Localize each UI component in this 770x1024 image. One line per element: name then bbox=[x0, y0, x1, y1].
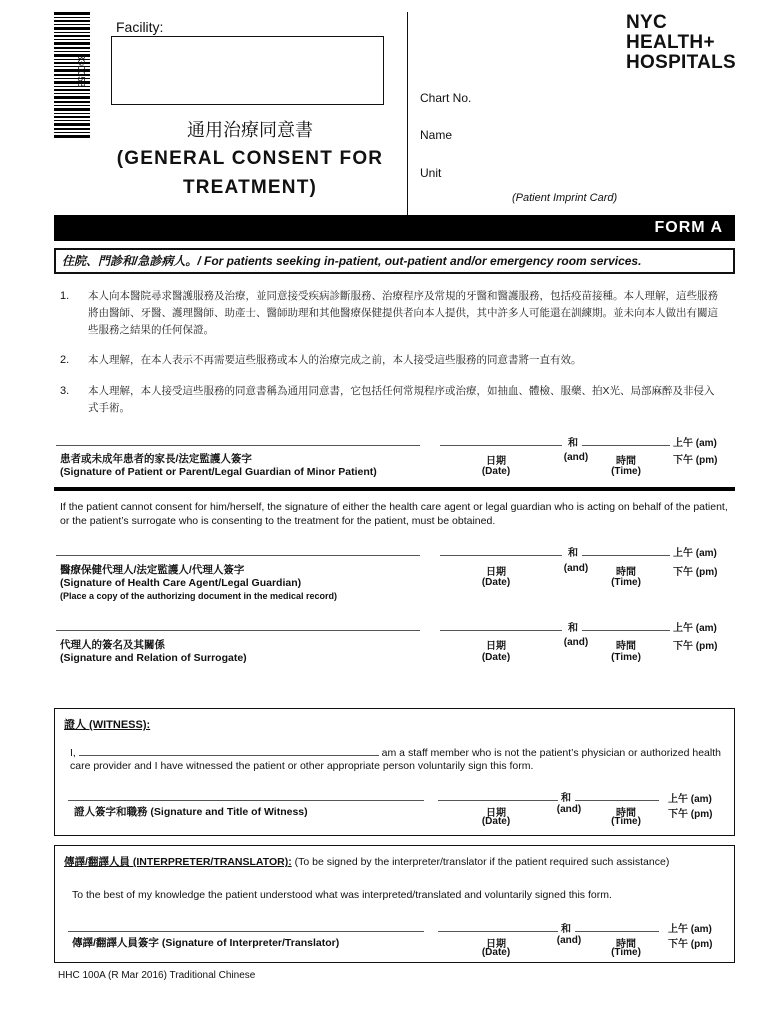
nyc-health-hospitals-logo bbox=[626, 13, 736, 73]
date-en: (Date) bbox=[481, 466, 511, 477]
item-text bbox=[88, 352, 733, 369]
and-en: (and) bbox=[556, 935, 582, 946]
patient-date-field[interactable] bbox=[440, 445, 562, 446]
facility-label: Facility: bbox=[116, 19, 164, 35]
surrogate-time-field[interactable] bbox=[582, 630, 670, 631]
interpreter-date-field[interactable] bbox=[438, 931, 558, 932]
agent-signature-label-en: (Signature of Health Care Agent/Legal Guardian) bbox=[60, 577, 302, 589]
am-label: 上午 (am) bbox=[668, 924, 712, 935]
and-en: (and) bbox=[556, 804, 582, 815]
witness-text-start: I, bbox=[70, 747, 79, 759]
title-chinese: 通用治療同意書 bbox=[187, 120, 313, 140]
witness-text-end: am a staff member who is not the patient’s physician or authorized health bbox=[378, 747, 721, 759]
interpreter-heading-row bbox=[64, 854, 669, 869]
header-divider bbox=[407, 12, 408, 215]
patient-signature-label-en: (Signature of Patient or Parent/Legal Guardian of Minor Patient) bbox=[60, 466, 377, 478]
interpreter-statement: To the best of my knowledge the patient understood what was interpreted/translated and voluntarily signed this form. bbox=[72, 889, 612, 901]
and-en: (and) bbox=[563, 637, 589, 648]
patient-signature-field[interactable] bbox=[56, 445, 420, 446]
date-en: (Date) bbox=[481, 577, 511, 588]
surrogate-signature-label-zh: 代理人的簽名及其關係 bbox=[60, 639, 165, 651]
date-zh: 日期 bbox=[486, 641, 506, 652]
title-english bbox=[100, 144, 400, 202]
unit-label: Unit bbox=[420, 166, 442, 180]
interpreter-heading-note: (To be signed by the interpreter/translator if the patient required such assistance) bbox=[291, 856, 670, 868]
am-label: 上午 (am) bbox=[668, 794, 712, 805]
item-number: 2. bbox=[60, 354, 70, 366]
surrogate-signature-label-en: (Signature and Relation of Surrogate) bbox=[60, 652, 247, 664]
item-number: 1. bbox=[60, 290, 70, 302]
chart-no-label: Chart No. bbox=[420, 91, 472, 105]
surrogate-date-field[interactable] bbox=[440, 630, 562, 631]
witness-statement-line2: care provider and I have witnessed the patient or other appropriate person voluntarily sign this form. bbox=[70, 760, 534, 772]
witness-time-field[interactable] bbox=[575, 800, 659, 801]
time-zh: 時間 bbox=[616, 808, 636, 819]
title-english-line1: (GENERAL CONSENT FOR bbox=[116, 148, 384, 169]
time-en: (Time) bbox=[611, 816, 641, 827]
witness-signature-field[interactable] bbox=[68, 800, 424, 801]
interpreter-signature-field[interactable] bbox=[68, 931, 424, 932]
facility-field[interactable] bbox=[111, 36, 384, 105]
witness-heading: 證人 (WITNESS): bbox=[64, 719, 151, 731]
witness-name-field[interactable] bbox=[79, 746, 379, 756]
and-zh: 和 bbox=[568, 623, 578, 634]
name-label: Name bbox=[420, 128, 453, 142]
item-line: 式手術。 bbox=[88, 402, 130, 414]
time-zh: 時間 bbox=[616, 567, 636, 578]
and-zh: 和 bbox=[568, 438, 578, 449]
pm-label: 下午 (pm) bbox=[673, 567, 718, 578]
logo-line1: NYC bbox=[626, 12, 668, 33]
and-zh: 和 bbox=[561, 793, 571, 804]
am-label: 上午 (am) bbox=[673, 623, 717, 634]
and-en: (and) bbox=[563, 452, 589, 463]
form-label-bar: FORM A bbox=[54, 215, 735, 241]
agent-signature-note: (Place a copy of the authorizing document in the medical record) bbox=[60, 591, 338, 601]
agent-signature-field[interactable] bbox=[56, 555, 420, 556]
date-zh: 日期 bbox=[486, 808, 506, 819]
pm-label: 下午 (pm) bbox=[673, 641, 718, 652]
item-text bbox=[88, 288, 733, 339]
agent-time-field[interactable] bbox=[582, 555, 670, 556]
date-zh: 日期 bbox=[486, 456, 506, 467]
item-number: 3. bbox=[60, 385, 70, 397]
witness-date-field[interactable] bbox=[438, 800, 558, 801]
date-zh: 日期 bbox=[486, 939, 506, 950]
date-en: (Date) bbox=[481, 947, 511, 958]
time-en: (Time) bbox=[611, 577, 641, 588]
surrogate-signature-field[interactable] bbox=[56, 630, 420, 631]
am-label: 上午 (am) bbox=[673, 548, 717, 559]
pm-label: 下午 (pm) bbox=[668, 809, 713, 820]
pm-label: 下午 (pm) bbox=[668, 939, 713, 950]
witness-signature-label: 證人簽字和職務 (Signature and Title of Witness) bbox=[74, 806, 308, 818]
form-footer: HHC 100A (R Mar 2016) Traditional Chinese bbox=[58, 970, 256, 981]
and-zh: 和 bbox=[561, 924, 571, 935]
date-en: (Date) bbox=[481, 652, 511, 663]
item-line: 本人理解，本人接受這些服務的同意書稱為通用同意書，它包括任何常規程序或治療，如抽血、體檢、服藥、拍X光、局部麻醉及非侵入 bbox=[88, 385, 715, 397]
am-label: 上午 (am) bbox=[673, 438, 717, 449]
agent-date-field[interactable] bbox=[440, 555, 562, 556]
time-zh: 時間 bbox=[616, 939, 636, 950]
time-en: (Time) bbox=[611, 947, 641, 958]
item-line: 本人理解，在本人表示不再需要這些服務或本人的治療完成之前，本人接受這些服務的同意書將一直有效。 bbox=[88, 354, 582, 366]
patient-signature-label-zh: 患者或未成年患者的家長/法定監護人簽字 bbox=[60, 453, 252, 465]
and-zh: 和 bbox=[568, 548, 578, 559]
interpreter-time-field[interactable] bbox=[575, 931, 659, 932]
and-en: (and) bbox=[563, 563, 589, 574]
witness-statement bbox=[70, 746, 721, 759]
time-zh: 時間 bbox=[616, 456, 636, 467]
date-en: (Date) bbox=[481, 816, 511, 827]
item-line: 本人向本醫院尋求醫護服務及治療，並同意接受疾病診斷服務、治療程序及常規的牙醫和醫護服務，包括疫苗接種。本人理解，這些服務 bbox=[88, 290, 718, 302]
item-text bbox=[88, 383, 733, 417]
time-en: (Time) bbox=[611, 652, 641, 663]
section-separator bbox=[54, 487, 735, 491]
item-line: 將由醫師、牙醫、護理醫師、助產士、醫師助理和其他醫療保健提供者向本人提供，其中許多人可能還在訓練期。並未向本人做出有關這 bbox=[88, 307, 718, 319]
pm-label: 下午 (pm) bbox=[673, 455, 718, 466]
interpreter-signature-label: 傳譯/翻譯人員簽字 (Signature of Interpreter/Translator) bbox=[72, 937, 340, 949]
patient-time-field[interactable] bbox=[582, 445, 670, 446]
date-zh: 日期 bbox=[486, 567, 506, 578]
logo-line2: HEALTH+ bbox=[626, 32, 715, 53]
barcode-number: 330058 bbox=[75, 54, 86, 88]
time-en: (Time) bbox=[611, 466, 641, 477]
time-zh: 時間 bbox=[616, 641, 636, 652]
imprint-label: (Patient Imprint Card) bbox=[512, 192, 618, 204]
item-line: 些服務之結果的任何保證。 bbox=[88, 324, 214, 336]
seeking-services-box: 住院、門診和/急診病人。/ For patients seeking in-patient, out-patient and/or emergency room services. bbox=[54, 248, 735, 274]
interpreter-heading: 傳譯/翻譯人員 (INTERPRETER/TRANSLATOR): bbox=[64, 856, 292, 868]
logo-line3: HOSPITALS bbox=[626, 52, 737, 73]
cannot-consent-text: If the patient cannot consent for him/herself, the signature of either the health care agent or legal guardian who is acting on behalf of the patient, or the patient’s surrogate who is consenting to the treatment for the patient, must be obtained. bbox=[60, 501, 728, 527]
title-english-line2: TREATMENT) bbox=[182, 177, 318, 198]
agent-signature-label-zh: 醫療保健代理人/法定監護人/代理人簽字 bbox=[60, 564, 245, 576]
